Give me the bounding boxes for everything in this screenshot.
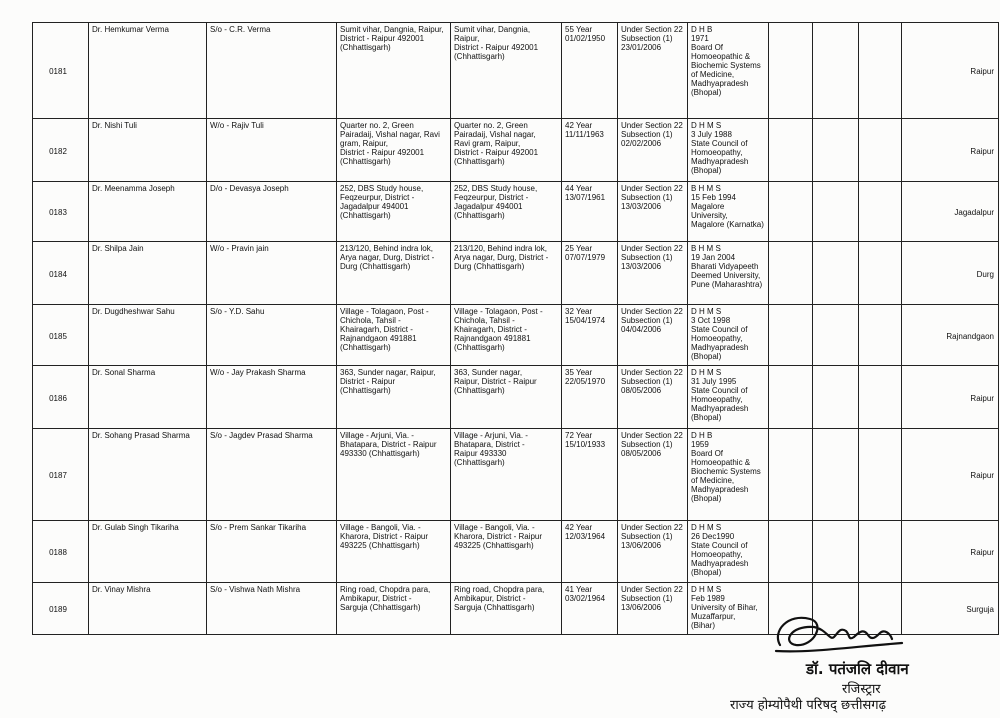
practitioner-name-cell: Dr. Dugdheshwar Sahu xyxy=(89,305,207,366)
blank-cell xyxy=(813,182,859,242)
blank-cell xyxy=(813,23,859,119)
age-dob-cell: 41 Year 03/02/1964 xyxy=(562,583,618,635)
relation-cell: S/o - Vishwa Nath Mishra xyxy=(207,583,337,635)
qualification-cell: D H B 1971 Board Of Homoeopathic & Biochemic Systems of Medicine, Madhyapradesh (Bhopal) xyxy=(688,23,769,119)
table-body xyxy=(33,23,999,635)
registration-section-cell: Under Section 22 Subsection (1) 13/03/2006 xyxy=(618,242,688,305)
serial-number-cell: 0187 xyxy=(33,429,89,521)
serial-number-cell: 0183 xyxy=(33,182,89,242)
registration-section-cell: Under Section 22 Subsection (1) 13/06/2006 xyxy=(618,583,688,635)
handwritten-signature xyxy=(770,607,910,659)
permanent-address-cell: Village - Bangoli, Via. - Kharora, District - Raipur 493225 (Chhattisgarh) xyxy=(337,521,451,583)
present-address-cell: 213/120, Behind indra lok, Arya nagar, Durg, District - Durg (Chhattisgarh) xyxy=(451,242,562,305)
registrar-name: डॉ. पतंजलि दीवान xyxy=(806,660,909,678)
blank-cell xyxy=(769,23,813,119)
table-row xyxy=(33,242,999,305)
blank-cell xyxy=(859,366,902,429)
permanent-address-cell: 363, Sunder nagar, Raipur, District - Raipur (Chhattisgarh) xyxy=(337,366,451,429)
practitioner-name-cell: Dr. Shilpa Jain xyxy=(89,242,207,305)
relation-cell: S/o - Y.D. Sahu xyxy=(207,305,337,366)
relation-cell: D/o - Devasya Joseph xyxy=(207,182,337,242)
permanent-address-cell: 213/120, Behind indra lok, Arya nagar, Durg, District - Durg (Chhattisgarh) xyxy=(337,242,451,305)
qualification-cell: D H M S 3 July 1988 State Council of Homoeopathy, Madhyapradesh (Bhopal) xyxy=(688,119,769,182)
blank-cell xyxy=(769,119,813,182)
age-dob-cell: 55 Year 01/02/1950 xyxy=(562,23,618,119)
district-cell: Surguja xyxy=(902,583,999,635)
blank-cell xyxy=(813,429,859,521)
present-address-cell: Quarter no. 2, Green Pairadaij, Vishal nagar, Ravi gram, Raipur, District - Raipur 492001 (Chhattisgarh) xyxy=(451,119,562,182)
registration-section-cell: Under Section 22 Subsection (1) 08/05/2006 xyxy=(618,366,688,429)
qualification-cell: D H M S 26 Dec1990 State Council of Homoeopathy, Madhyapradesh (Bhopal) xyxy=(688,521,769,583)
age-dob-cell: 32 Year 15/04/1974 xyxy=(562,305,618,366)
qualification-cell: D H M S Feb 1989 University of Bihar, Muzaffarpur, (Bihar) xyxy=(688,583,769,635)
serial-number-cell: 0186 xyxy=(33,366,89,429)
blank-cell xyxy=(769,242,813,305)
age-dob-cell: 44 Year 13/07/1961 xyxy=(562,182,618,242)
practitioner-name-cell: Dr. Hemkumar Verma xyxy=(89,23,207,119)
blank-cell xyxy=(859,429,902,521)
qualification-cell: D H B 1959 Board Of Homoeopathic & Biochemic Systems of Medicine, Madhyapradesh (Bhopal) xyxy=(688,429,769,521)
district-cell: Raipur xyxy=(902,366,999,429)
table-row xyxy=(33,182,999,242)
blank-cell xyxy=(859,305,902,366)
blank-cell xyxy=(769,182,813,242)
table-row xyxy=(33,521,999,583)
serial-number-cell: 0189 xyxy=(33,583,89,635)
district-cell: Raipur xyxy=(902,521,999,583)
district-cell: Durg xyxy=(902,242,999,305)
blank-cell xyxy=(769,366,813,429)
table-row xyxy=(33,119,999,182)
present-address-cell: Village - Tolagaon, Post - Chichola, Tahsil - Khairagarh, District - Rajnandgaon 491881 (Chhattisgarh) xyxy=(451,305,562,366)
serial-number-cell: 0184 xyxy=(33,242,89,305)
practitioner-name-cell: Dr. Sohang Prasad Sharma xyxy=(89,429,207,521)
permanent-address-cell: Village - Arjuni, Via. - Bhatapara, District - Raipur 493330 (Chhattisgarh) xyxy=(337,429,451,521)
district-cell: Raipur xyxy=(902,119,999,182)
blank-cell xyxy=(769,521,813,583)
blank-cell xyxy=(859,521,902,583)
relation-cell: S/o - Jagdev Prasad Sharma xyxy=(207,429,337,521)
blank-cell xyxy=(859,119,902,182)
blank-cell xyxy=(769,305,813,366)
registration-section-cell: Under Section 22 Subsection (1) 08/05/2006 xyxy=(618,429,688,521)
district-cell: Jagadalpur xyxy=(902,182,999,242)
serial-number-cell: 0181 xyxy=(33,23,89,119)
blank-cell xyxy=(769,429,813,521)
permanent-address-cell: Village - Tolagaon, Post - Chichola, Tahsil - Khairagarh, District - Rajnandgaon 491881 (Chhattisgarh) xyxy=(337,305,451,366)
registration-section-cell: Under Section 22 Subsection (1) 23/01/2006 xyxy=(618,23,688,119)
blank-cell xyxy=(813,242,859,305)
age-dob-cell: 42 Year 11/11/1963 xyxy=(562,119,618,182)
registrar-signature-block xyxy=(730,603,990,715)
permanent-address-cell: Sumit vihar, Dangnia, Raipur, District - Raipur 492001 (Chhattisgarh) xyxy=(337,23,451,119)
practitioner-name-cell: Dr. Meenamma Joseph xyxy=(89,182,207,242)
practitioner-name-cell: Dr. Vinay Mishra xyxy=(89,583,207,635)
practitioner-name-cell: Dr. Sonal Sharma xyxy=(89,366,207,429)
permanent-address-cell: 252, DBS Study house, Feqzeurpur, District - Jagadalpur 494001 (Chhattisgarh) xyxy=(337,182,451,242)
serial-number-cell: 0185 xyxy=(33,305,89,366)
table-row xyxy=(33,366,999,429)
registration-table xyxy=(32,22,999,635)
blank-cell xyxy=(813,305,859,366)
age-dob-cell: 25 Year 07/07/1979 xyxy=(562,242,618,305)
relation-cell: W/o - Pravin jain xyxy=(207,242,337,305)
present-address-cell: Village - Arjuni, Via. - Bhatapara, District - Raipur 493330 (Chhattisgarh) xyxy=(451,429,562,521)
relation-cell: S/o - Prem Sankar Tikariha xyxy=(207,521,337,583)
blank-cell xyxy=(813,119,859,182)
present-address-cell: Sumit vihar, Dangnia, Raipur, District - Raipur 492001 (Chhattisgarh) xyxy=(451,23,562,119)
relation-cell: W/o - Rajiv Tuli xyxy=(207,119,337,182)
registration-section-cell: Under Section 22 Subsection (1) 13/06/2006 xyxy=(618,521,688,583)
registrar-title: रजिस्ट्रार xyxy=(842,682,881,697)
district-cell: Rajnandgaon xyxy=(902,305,999,366)
qualification-cell: D H M S 3 Oct 1998 State Council of Homoeopathy, Madhyapradesh (Bhopal) xyxy=(688,305,769,366)
permanent-address-cell: Ring road, Chopdra para, Ambikapur, District - Sarguja (Chhattisgarh) xyxy=(337,583,451,635)
present-address-cell: Ring road, Chopdra para, Ambikapur, District - Sarguja (Chhattisgarh) xyxy=(451,583,562,635)
practitioner-name-cell: Dr. Nishi Tuli xyxy=(89,119,207,182)
qualification-cell: D H M S 31 July 1995 State Council of Homoeopathy, Madhyapradesh (Bhopal) xyxy=(688,366,769,429)
blank-cell xyxy=(859,23,902,119)
registration-section-cell: Under Section 22 Subsection (1) 13/03/2006 xyxy=(618,182,688,242)
qualification-cell: B H M S 19 Jan 2004 Bharati Vidyapeeth Deemed University, Pune (Maharashtra) xyxy=(688,242,769,305)
registration-section-cell: Under Section 22 Subsection (1) 04/04/2006 xyxy=(618,305,688,366)
relation-cell: W/o - Jay Prakash Sharma xyxy=(207,366,337,429)
table-row xyxy=(33,23,999,119)
blank-cell xyxy=(859,242,902,305)
table-row xyxy=(33,305,999,366)
serial-number-cell: 0188 xyxy=(33,521,89,583)
blank-cell xyxy=(813,366,859,429)
present-address-cell: 252, DBS Study house, Feqzeurpur, District - Jagadalpur 494001 (Chhattisgarh) xyxy=(451,182,562,242)
age-dob-cell: 35 Year 22/05/1970 xyxy=(562,366,618,429)
district-cell: Raipur xyxy=(902,429,999,521)
age-dob-cell: 42 Year 12/03/1964 xyxy=(562,521,618,583)
relation-cell: S/o - C.R. Verma xyxy=(207,23,337,119)
council-name: राज्य होम्योपैथी परिषद् छत्तीसगढ़ xyxy=(730,698,886,713)
present-address-cell: 363, Sunder nagar, Raipur, District - Raipur (Chhattisgarh) xyxy=(451,366,562,429)
present-address-cell: Village - Bangoli, Via. - Kharora, District - Raipur 493225 (Chhattisgarh) xyxy=(451,521,562,583)
age-dob-cell: 72 Year 15/10/1933 xyxy=(562,429,618,521)
permanent-address-cell: Quarter no. 2, Green Pairadaij, Vishal nagar, Ravi gram, Raipur, District - Raipur 492001 (Chhattisgarh) xyxy=(337,119,451,182)
practitioner-name-cell: Dr. Gulab Singh Tikariha xyxy=(89,521,207,583)
blank-cell xyxy=(813,521,859,583)
qualification-cell: B H M S 15 Feb 1994 Magalore University, Magalore (Karnatka) xyxy=(688,182,769,242)
serial-number-cell: 0182 xyxy=(33,119,89,182)
blank-cell xyxy=(859,182,902,242)
registration-section-cell: Under Section 22 Subsection (1) 02/02/2006 xyxy=(618,119,688,182)
district-cell: Raipur xyxy=(902,23,999,119)
table-row xyxy=(33,429,999,521)
